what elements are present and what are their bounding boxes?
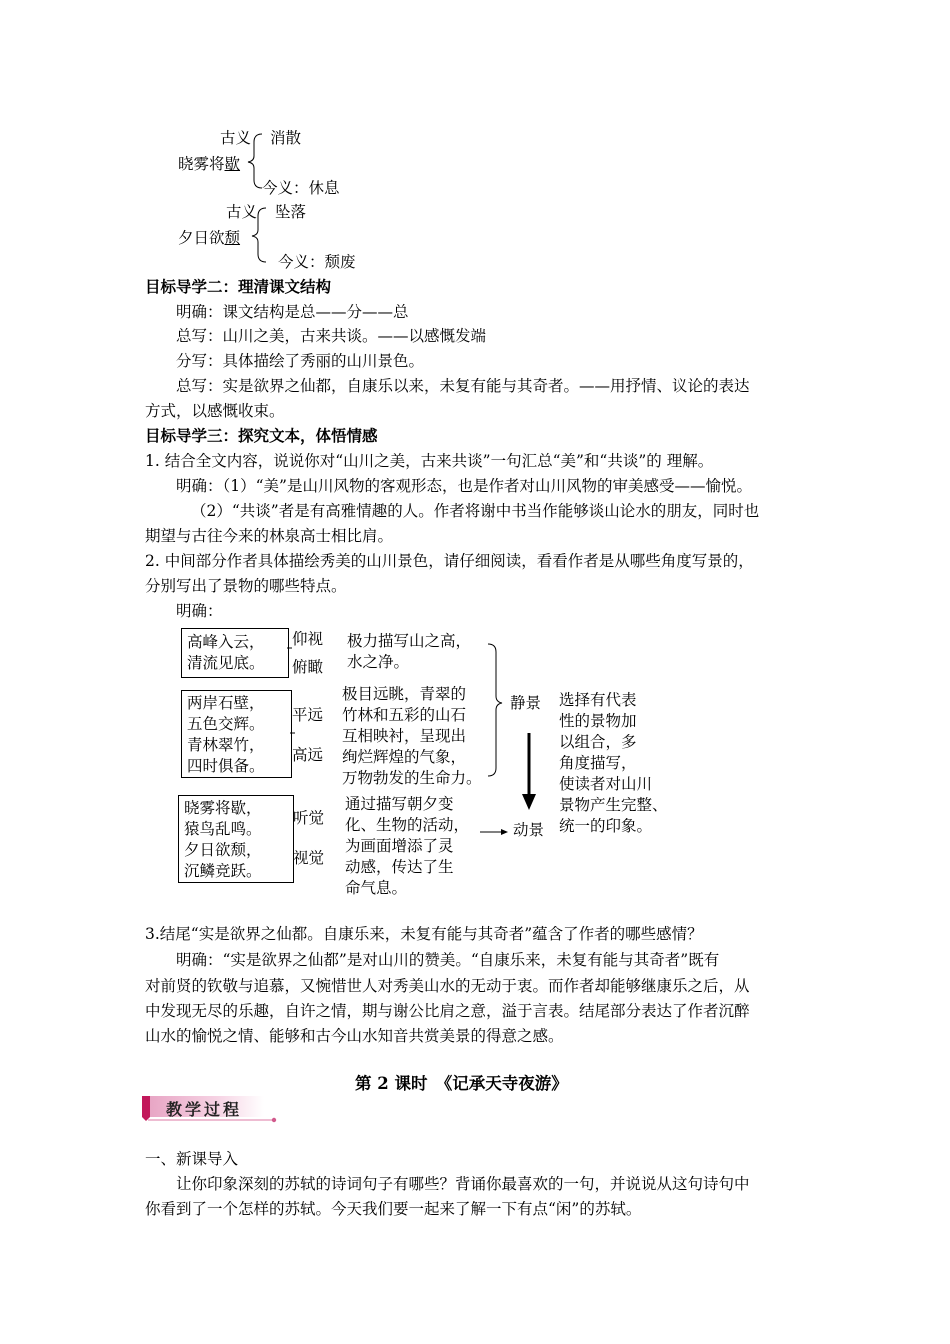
goal3-answer-1-line-3: 期望与古往今来的林泉高士相比肩。 — [145, 527, 394, 545]
diagram-angle-hearing: 听觉 — [293, 809, 325, 827]
vocab-1-phrase-before: 晓雾将 — [178, 155, 225, 173]
vocab-2-jin: 今义：颓废 — [278, 253, 356, 271]
diagram-summary-line-1: 选择有代表 — [559, 691, 637, 709]
diagram-desc-1-line-2: 水之净。 — [347, 653, 410, 671]
diagram-box-2-line-1: 两岸石壁， — [187, 694, 265, 712]
diagram-summary-line-6: 景物产生完整、 — [559, 796, 668, 814]
goal3-answer-1-line-1: 明确：（1）“美”是山川风物的客观形态，也是作者对山川风物的审美感受——愉悦。 — [176, 477, 752, 495]
diagram-desc-3-line-4: 动感，传达了生 — [345, 858, 454, 876]
diagram-angle-sight: 视觉 — [293, 849, 325, 867]
diagram-box-3-line-3: 夕日欲颓， — [184, 841, 262, 859]
lesson2-intro-line-2: 你看到了一个怎样的苏轼。今天我们要一起来了解一下有点“闲”的苏轼。 — [145, 1200, 642, 1218]
diagram-angle-upward: 仰视 — [292, 630, 324, 648]
diagram-desc-3-line-1: 通过描写朝夕变 — [345, 795, 454, 813]
diagram-desc-2-line-3: 互相映衬，呈现出 — [342, 727, 467, 745]
vocab-1-gu-label: 古义 — [220, 129, 252, 147]
goal3-question-2-line-2: 分别写出了景物的哪些特点。 — [145, 577, 347, 595]
diagram-angle-downward: 俯瞰 — [292, 658, 324, 676]
lesson2-banner — [140, 1093, 285, 1125]
q3-answer-line-2: 对前贤的钦敬与追慕，又惋惜世人对秀美山水的无动于衷。而作者却能够继康乐之后，从 — [145, 977, 750, 995]
vocab-2-gu-label: 古义 — [226, 203, 258, 221]
vocab-1-phrase-word: 歇 — [224, 155, 241, 173]
diagram-desc-2-line-4: 绚烂辉煌的气象， — [342, 748, 467, 766]
diagram-summary-line-5: 使读者对山川 — [559, 775, 653, 793]
diagram-summary-line-7: 统一的印象。 — [559, 817, 653, 835]
diagram-angle-level: 平远 — [292, 706, 324, 724]
diagram-desc-1-line-1: 极力描写山之高， — [347, 632, 472, 650]
vocab-1-jin: 今义：休息 — [262, 179, 340, 197]
diagram-box-2-line-4: 四时俱备。 — [187, 757, 265, 775]
diagram-static-to-dynamic-arrowhead — [522, 794, 536, 810]
goal2-heading: 目标导学二：理清课文结构 — [145, 277, 332, 296]
diagram-desc-3-line-2: 化、生物的活动， — [345, 816, 470, 834]
diagram-desc-2-line-2: 竹林和五彩的山石 — [342, 706, 467, 724]
diagram-desc-2-line-1: 极目远眺，青翠的 — [342, 685, 467, 703]
diagram-box-1-line-1: 高峰入云， — [187, 633, 265, 651]
diagram-box-3-line-1: 晓雾将歇， — [184, 799, 262, 817]
goal3-question-2-line-1: 2. 中间部分作者具体描绘秀美的山川景色，请仔细阅读，看看作者是从哪些角度写景的， — [145, 552, 754, 570]
goal2-line-4: 总写：实是欲界之仙都，自康乐以来，未复有能与其奇者。——用抒情、议论的表达 — [176, 377, 750, 395]
diagram-box-2-line-2: 五色交辉。 — [187, 715, 265, 733]
goal3-heading: 目标导学三：探究文本，体悟情感 — [145, 426, 378, 445]
diagram-desc3-arrowhead — [501, 829, 508, 835]
diagram-desc-3-line-5: 命气息。 — [345, 879, 408, 897]
goal2-line-1: 明确：课文结构是总——分——总 — [176, 303, 409, 321]
vocab-1-brace — [248, 134, 262, 188]
diagram-desc-brace — [488, 644, 502, 776]
q3-question: 3.结尾“实是欲界之仙都。自康乐来，未复有能与其奇者”蕴含了作者的哪些感情？ — [145, 925, 703, 943]
lesson2-section-heading: 一、新课导入 — [145, 1150, 239, 1168]
lesson2-title: 第 2 课时 《记承天寺夜游》 — [355, 1074, 568, 1093]
diagram-desc-2-line-5: 万物勃发的生命力。 — [342, 769, 482, 787]
diagram-dynamic-label: 动景 — [513, 821, 545, 839]
goal2-line-3: 分写：具体描绘了秀丽的山川景色。 — [176, 352, 425, 370]
q3-answer-line-3: 中发现无尽的乐趣，自许之情，期与谢公比肩之意，溢于言表。结尾部分表达了作者沉醉 — [145, 1002, 750, 1020]
vocab-2-gu-value: 坠落 — [275, 203, 307, 221]
diagram-summary-line-4: 角度描写， — [559, 754, 637, 772]
q3-answer-line-4: 山水的愉悦之情、能够和古今山水知音共赏美景的得意之感。 — [145, 1027, 564, 1045]
diagram-summary-line-3: 以组合，多 — [559, 733, 637, 751]
diagram-static-label: 静景 — [510, 694, 542, 712]
lesson2-intro-line-1: 让你印象深刻的苏轼的诗词句子有哪些？背诵你最喜欢的一句，并说说从这句诗句中 — [176, 1175, 750, 1193]
diagram-desc-3-line-3: 为画面增添了灵 — [345, 837, 454, 855]
vocab-1-gu-value: 消散 — [270, 129, 302, 147]
vocab-2-brace — [252, 208, 266, 262]
goal2-line-2: 总写：山川之美，古来共谈。——以感慨发端 — [176, 327, 487, 345]
goal2-line-5: 方式，以感慨收束。 — [145, 402, 285, 420]
diagram-box-3-line-2: 猿鸟乱鸣。 — [184, 820, 262, 838]
goal3-answer-1-line-2: （2）“共谈”者是有高雅情趣的人。作者将谢中书当作能够谈山论水的朋友，同时也 — [191, 502, 760, 520]
diagram-summary-line-2: 性的景物加 — [559, 712, 637, 730]
vocab-2-phrase-before: 夕日欲 — [178, 229, 225, 247]
banner-text: 教学过程 — [166, 1100, 243, 1119]
diagram-box-1-line-2: 清流见底。 — [187, 654, 265, 672]
vocab-2-phrase-word: 颓 — [224, 229, 241, 247]
diagram-box-2-line-3: 青林翠竹， — [187, 736, 265, 754]
goal3-question-1: 1. 结合全文内容，说说你对“山川之美，古来共谈”一句汇总“美”和“共谈”的 理解。 — [145, 452, 714, 470]
goal3-answer-2-label: 明确： — [176, 602, 223, 620]
diagram-angle-high: 高远 — [292, 746, 324, 764]
q3-answer-line-1: 明确：“实是欲界之仙都”是对山川的赞美。“自康乐来，未复有能与其奇者”既有 — [176, 951, 720, 969]
diagram-box-3-line-4: 沉鳞竞跃。 — [184, 862, 262, 880]
